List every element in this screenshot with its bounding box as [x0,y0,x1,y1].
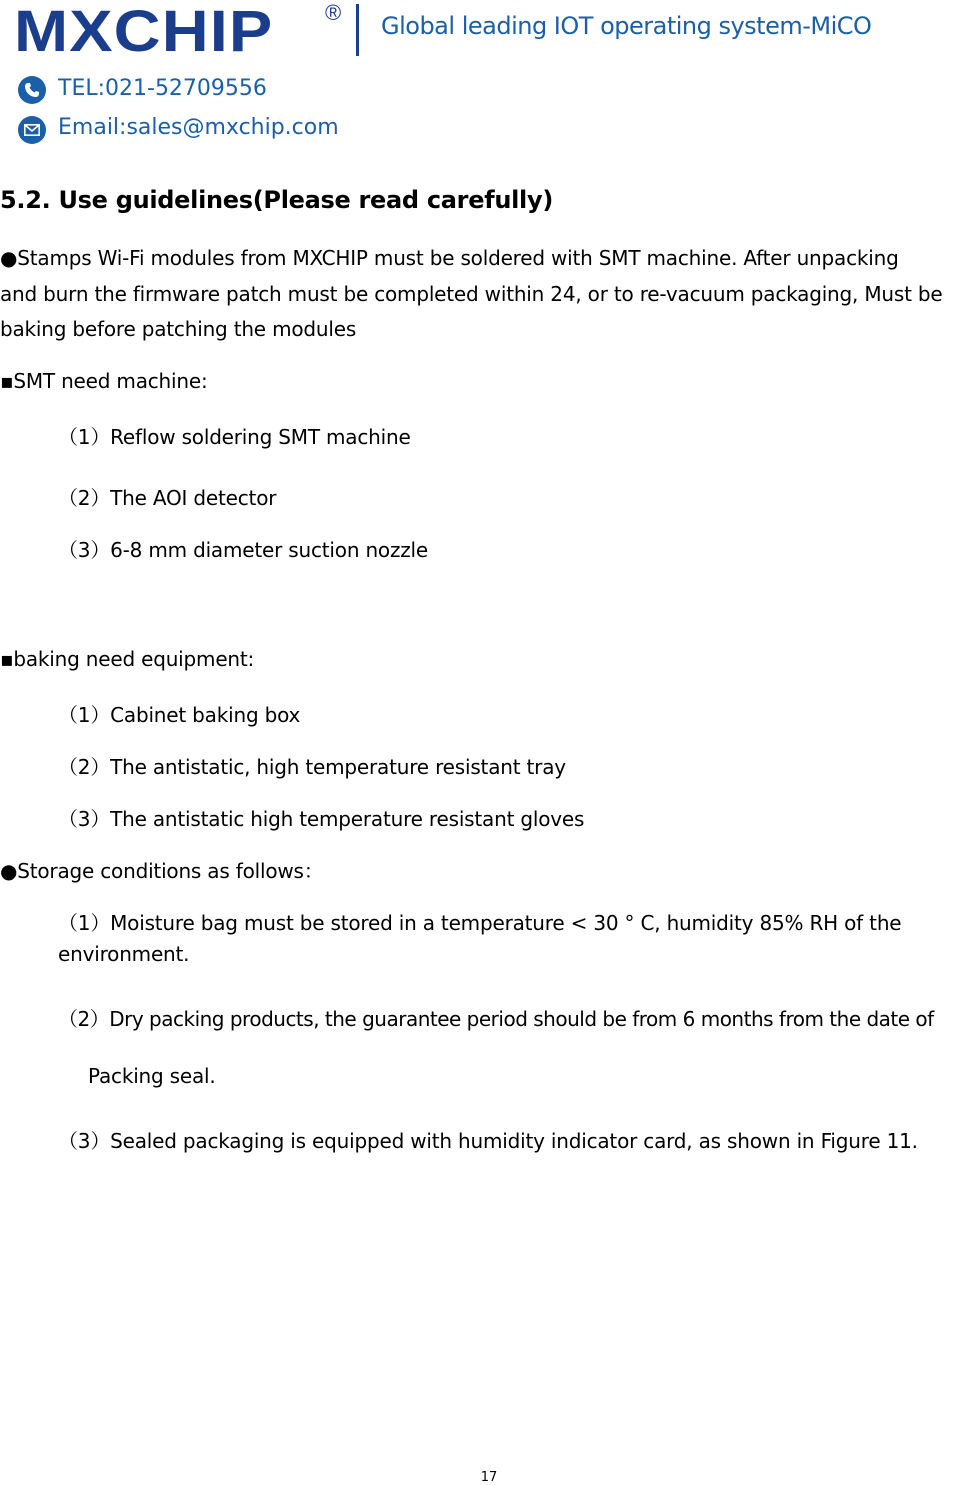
baking-item-2: （2）The antistatic, high temperature resistant tray [58,755,566,779]
baking-item-3: （3）The antistatic high temperature resistant gloves [58,807,585,831]
section-heading: 5.2. Use guidelines(Please read carefully) [0,186,553,214]
page-number: 17 [480,1470,498,1485]
smt-item-1: （1）Reflow soldering SMT machine [58,425,411,449]
header-divider [356,4,359,56]
smt-item-3: （3）6-8 mm diameter suction nozzle [58,538,429,562]
storage-item-2-line-2: Packing seal. [88,1064,216,1088]
smt-item-2: （2）The AOI detector [58,486,277,510]
registered-mark: ® [325,0,342,25]
intro-line-3: baking before patching the modules [0,317,357,341]
intro-line-2: and burn the firmware patch must be completed within 24, or to re-vacuum packaging, Must be [0,282,943,306]
storage-title: ●Storage conditions as follows： [0,859,324,883]
baking-item-1: （1）Cabinet baking box [58,703,301,727]
storage-item-1-line-1: （1）Moisture bag must be stored in a temperature < 30 ° C, humidity 85% RH of the [58,911,902,935]
baking-title: ▪baking need equipment: [0,647,255,671]
storage-item-2-line-1: （2）Dry packing products, the guarantee period should be from 6 months from the date of [58,1007,934,1031]
contact-tel: TEL:021-52709556 [58,76,267,101]
phone-icon [18,76,46,104]
contact-email: Email:sales@mxchip.com [58,115,339,140]
smt-title: ▪SMT need machine: [0,369,208,393]
email-icon [18,116,46,144]
storage-item-3: （3）Sealed packaging is equipped with humidity indicator card, as shown in Figure 11. [58,1129,918,1153]
company-logo: MXCHIP [14,0,274,64]
intro-line-1: ●Stamps Wi-Fi modules from MXCHIP must be soldered with SMT machine. After unpacking [0,246,899,270]
header-tagline: Global leading IOT operating system-MiCO [381,12,872,40]
storage-item-1-line-2: environment. [58,942,190,966]
